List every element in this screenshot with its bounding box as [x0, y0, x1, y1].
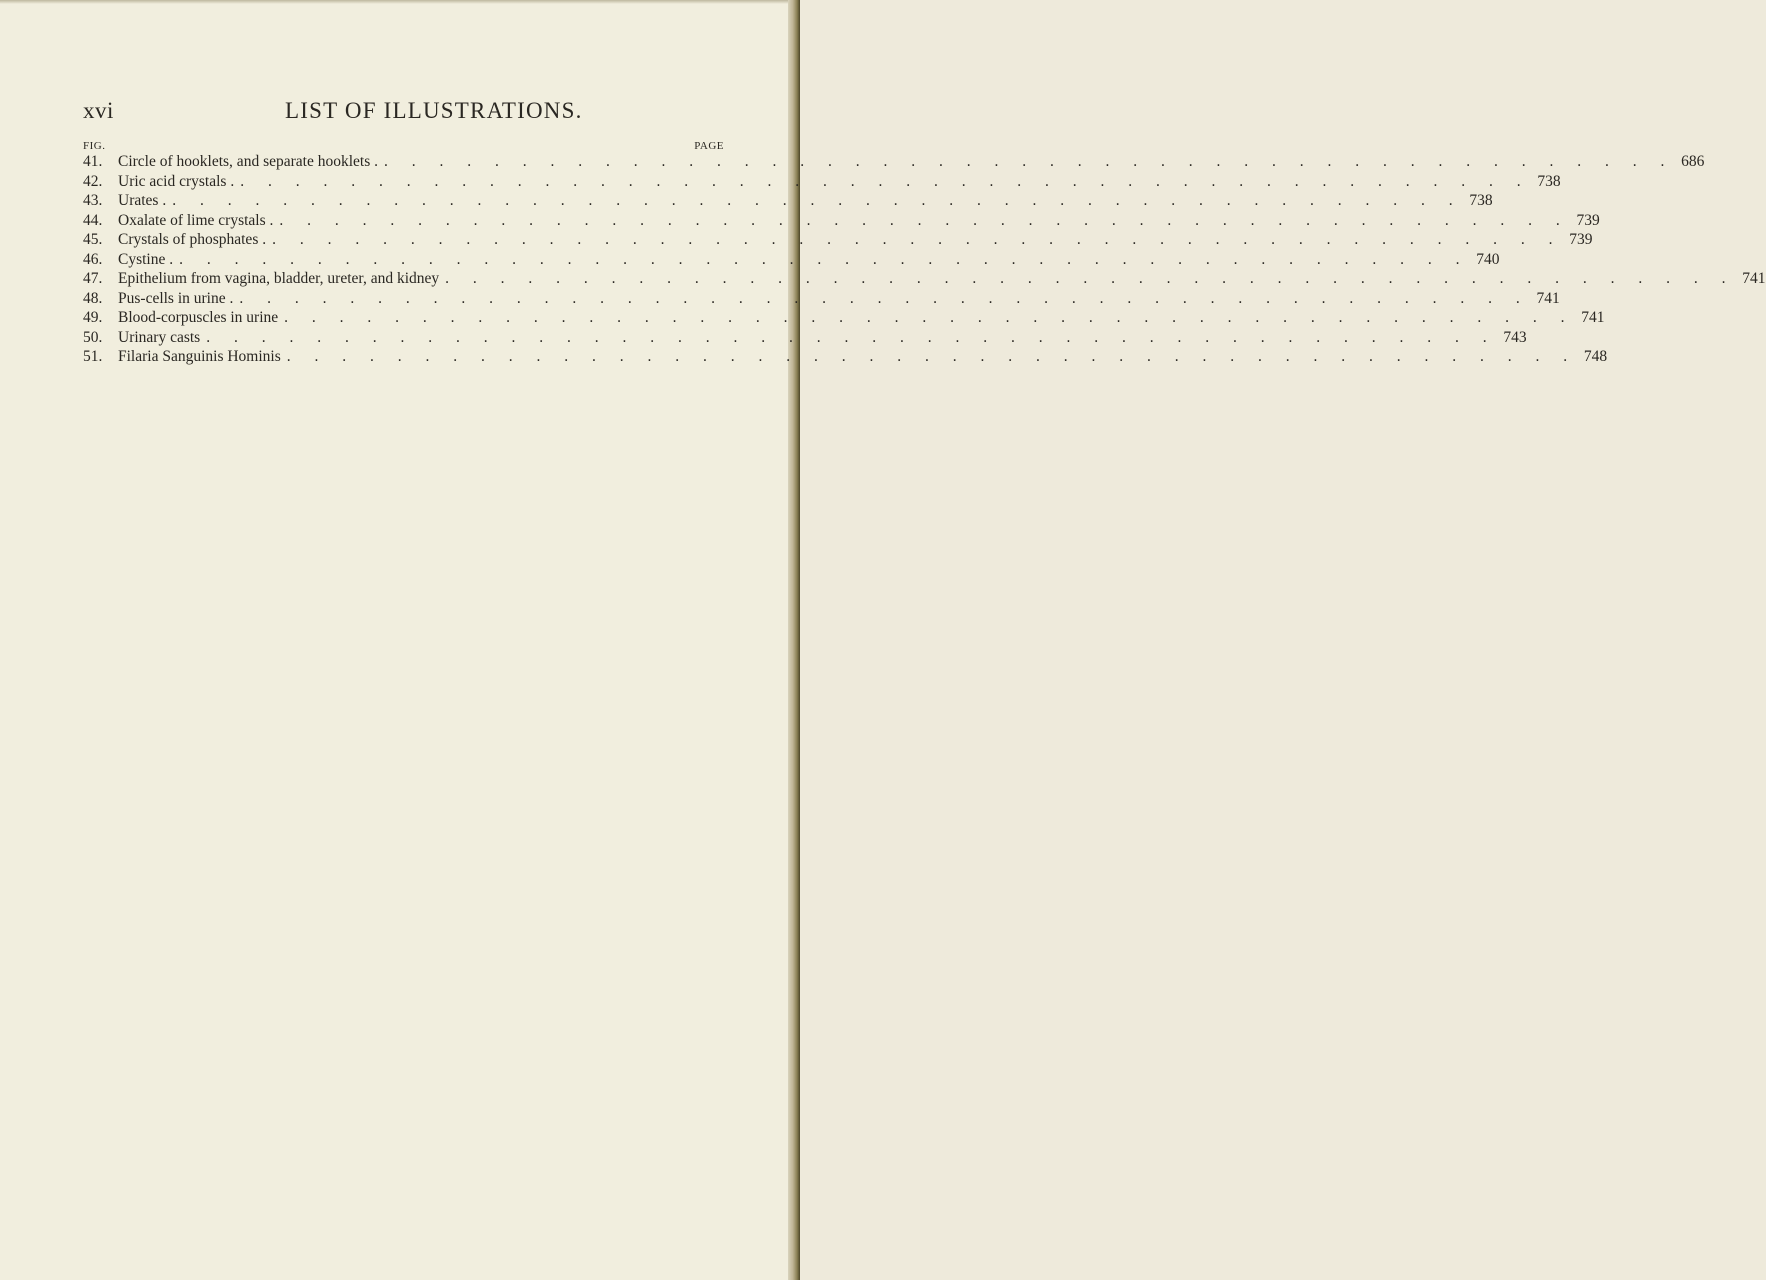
figure-title: Urinary casts	[118, 328, 201, 346]
figure-number: 45.	[83, 231, 103, 248]
list-entry	[83, 153, 1705, 173]
figure-title: Uric acid crystals .	[118, 172, 235, 190]
figure-number: 47.	[83, 270, 103, 287]
page-reference: 739	[1569, 231, 1593, 248]
list-entry	[83, 270, 1766, 290]
page-number: xvi	[83, 98, 114, 123]
page-reference: 748	[1583, 348, 1608, 365]
figure-title: Circle of hooklets, and separate hooklets .	[118, 153, 378, 170]
list-entry	[83, 289, 1560, 310]
page-reference: 743	[1503, 328, 1527, 346]
list-entry	[83, 250, 1500, 271]
dot-leader: . . . . . . . . . . . . . . . . . . . . . . . . . . . . . . . . . . . . . . . . . . . . . . .	[284, 309, 1575, 326]
figure-number: 50.	[83, 328, 103, 346]
list-entry	[83, 309, 1605, 329]
figure-title: Oxalate of lime crystals .	[118, 211, 274, 229]
dot-leader: . . . . . . . . . . . . . . . . . . . . . . . . . . . . . . . . . . . . . . . . . . . . . . .	[383, 153, 1675, 170]
dot-leader: . . . . . . . . . . . . . . . . . . . . . . . . . . . . . . . . . . . . . . . . . . . . . . .	[445, 270, 1736, 287]
list-entry	[83, 348, 1608, 368]
list-entry	[83, 231, 1593, 251]
page-top-edge	[0, 0, 788, 4]
dot-leader: . . . . . . . . . . . . . . . . . . . . . . . . . . . . . . . . . . . . . . . . . . . . . . .	[179, 250, 1470, 268]
dot-leader: . . . . . . . . . . . . . . . . . . . . . . . . . . . . . . . . . . . . . . . . . . . . . . .	[272, 231, 1563, 248]
page-reference: 741	[1742, 270, 1766, 287]
running-title: LIST OF ILLUSTRATIONS.	[285, 98, 583, 123]
dot-leader: . . . . . . . . . . . . . . . . . . . . . . . . . . . . . . . . . . . . . . . . . . . . . . .	[239, 289, 1530, 307]
figure-title: Filaria Sanguinis Hominis	[118, 348, 281, 365]
page-reference: 686	[1681, 153, 1705, 170]
figure-number: 49.	[83, 309, 103, 326]
dot-leader: . . . . . . . . . . . . . . . . . . . . . . . . . . . . . . . . . . . . . . . . . . . . . . .	[279, 211, 1570, 229]
figure-number: 42.	[83, 172, 103, 190]
dot-leader: . . . . . . . . . . . . . . . . . . . . . . . . . . . . . . . . . . . . . . . . . . . . . . .	[172, 192, 1463, 209]
list-entry	[83, 328, 1527, 349]
page-reference: 739	[1576, 211, 1600, 229]
figure-number: 51.	[83, 348, 103, 365]
fig-column-heading: FIG.	[83, 140, 106, 152]
figure-title: Cystine .	[118, 250, 174, 268]
page-reference: 741	[1581, 309, 1605, 326]
dot-leader: . . . . . . . . . . . . . . . . . . . . . . . . . . . . . . . . . . . . . . . . . . . . . . .	[206, 328, 1497, 346]
running-header	[0, 98, 788, 128]
dot-leader: . . . . . . . . . . . . . . . . . . . . . . . . . . . . . . . . . . . . . . . . . . . . . . .	[286, 348, 1578, 365]
figure-number: 46.	[83, 250, 103, 268]
figure-title: Blood-corpuscles in urine	[118, 309, 279, 326]
figure-title: Epithelium from vagina, bladder, ureter, and kidney	[118, 270, 440, 287]
page-reference: 738	[1469, 192, 1493, 209]
figure-number: 44.	[83, 211, 103, 229]
figure-title: Crystals of phosphates .	[118, 231, 267, 248]
page-reference: 738	[1537, 172, 1561, 190]
list-entry	[83, 172, 1561, 193]
figure-title: Urates .	[118, 192, 167, 209]
list-entry	[83, 211, 1600, 232]
dot-leader: . . . . . . . . . . . . . . . . . . . . . . . . . . . . . . . . . . . . . . . . . . . . . . .	[240, 172, 1531, 190]
figure-number: 48.	[83, 289, 103, 307]
figure-number: 43.	[83, 192, 103, 209]
figure-title: Pus-cells in urine .	[118, 289, 234, 307]
illustrations-list	[83, 153, 1766, 368]
list-entry	[83, 192, 1493, 212]
figure-number: 41.	[83, 153, 103, 170]
page-reference: 740	[1476, 250, 1500, 268]
page-reference: 741	[1536, 289, 1560, 307]
page-column-heading: PAGE	[694, 140, 724, 152]
